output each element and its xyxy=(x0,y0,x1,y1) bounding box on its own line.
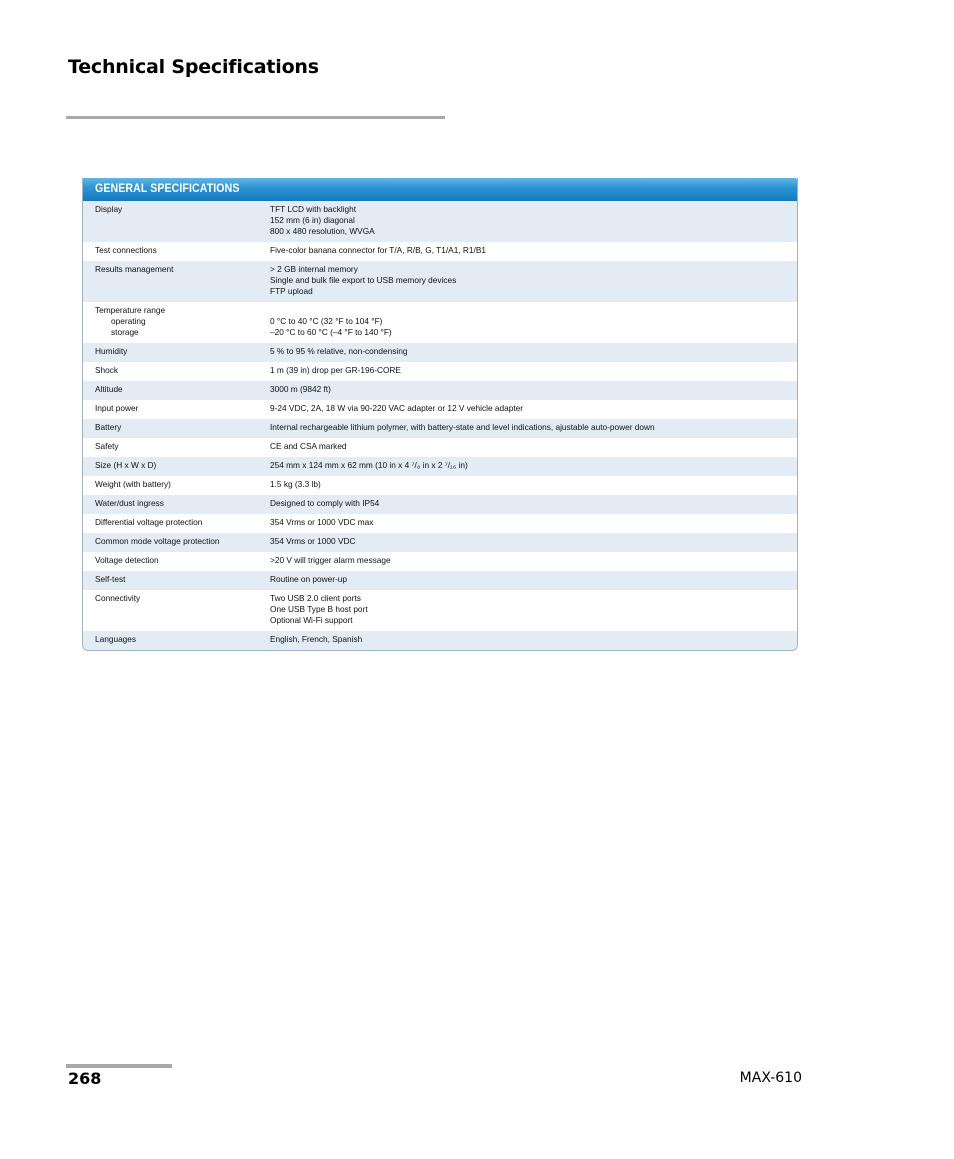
spec-name-cell xyxy=(83,533,270,552)
spec-value-cell xyxy=(270,419,797,438)
spec-value: Five-color banana connector for T/A, R/B, G, T1/A1, R1/B1 xyxy=(270,245,486,255)
spec-name-cell xyxy=(83,631,270,650)
spec-name: operating xyxy=(111,316,146,326)
spec-name-cell xyxy=(83,400,270,419)
spec-value-cell xyxy=(270,631,797,650)
spec-name-cell xyxy=(83,590,270,631)
table-row xyxy=(83,631,797,650)
spec-name: Altitude xyxy=(95,384,123,394)
table-header-bar xyxy=(83,178,797,201)
spec-value: Designed to comply with IP54 xyxy=(270,498,380,508)
spec-value xyxy=(270,305,789,316)
spec-name: Shock xyxy=(95,365,119,375)
table-row xyxy=(83,419,797,438)
page-number: 268 xyxy=(68,1069,102,1088)
spec-name: Results management xyxy=(95,264,174,274)
spec-value-cell xyxy=(270,495,797,514)
spec-name: Voltage detection xyxy=(95,555,159,565)
spec-name-cell xyxy=(83,261,270,302)
spec-value-cell xyxy=(270,590,797,631)
spec-value-cell xyxy=(270,438,797,457)
spec-value: Optional Wi-Fi support xyxy=(270,615,353,625)
spec-value: 354 Vrms or 1000 VDC max xyxy=(270,517,374,527)
spec-value: >20 V will trigger alarm message xyxy=(270,555,391,565)
spec-value: Internal rechargeable lithium polymer, with battery-state and level indications, ajustable auto-power down xyxy=(270,422,655,432)
table-row xyxy=(83,438,797,457)
spec-name: Input power xyxy=(95,403,139,413)
spec-value: 9-24 VDC, 2A, 18 W via 90-220 VAC adapter or 12 V vehicle adapter xyxy=(270,403,524,413)
spec-value: English, French, Spanish xyxy=(270,634,363,644)
table-row xyxy=(83,533,797,552)
spec-value-cell xyxy=(270,261,797,302)
spec-value: 3000 m (9842 ft) xyxy=(270,384,331,394)
spec-name-cell xyxy=(83,552,270,571)
spec-name-cell xyxy=(83,419,270,438)
spec-value: TFT LCD with backlight xyxy=(270,204,357,214)
spec-name: Size (H x W x D) xyxy=(95,460,157,470)
spec-value: 152 mm (6 in) diagonal xyxy=(270,215,355,225)
table-row xyxy=(83,302,797,343)
spec-value: One USB Type B host port xyxy=(270,604,368,614)
spec-name-cell xyxy=(83,302,270,343)
spec-name-cell xyxy=(83,457,270,476)
spec-value-cell xyxy=(270,242,797,261)
spec-value: Single and bulk file export to USB memory devices xyxy=(270,275,457,285)
table-row xyxy=(83,457,797,476)
spec-table xyxy=(83,201,797,650)
spec-name-cell xyxy=(83,242,270,261)
spec-value: > 2 GB internal memory xyxy=(270,264,358,274)
spec-value-cell xyxy=(270,552,797,571)
table-row xyxy=(83,476,797,495)
spec-name: storage xyxy=(111,327,139,337)
spec-name-cell xyxy=(83,381,270,400)
spec-name: Connectivity xyxy=(95,593,141,603)
spec-name: Test connections xyxy=(95,245,157,255)
spec-name: Common mode voltage protection xyxy=(95,536,220,546)
general-specifications-table xyxy=(82,178,798,651)
table-row xyxy=(83,201,797,242)
product-name: MAX-610 xyxy=(739,1070,802,1086)
spec-value-cell xyxy=(270,201,797,242)
spec-name: Self-test xyxy=(95,574,126,584)
spec-value: 5 % to 95 % relative, non-condensing xyxy=(270,346,408,356)
spec-name: Temperature range xyxy=(95,305,166,315)
spec-value-cell xyxy=(270,302,797,343)
spec-name: Languages xyxy=(95,634,137,644)
table-row xyxy=(83,514,797,533)
spec-name: Water/dust ingress xyxy=(95,498,164,508)
spec-value: Two USB 2.0 client ports xyxy=(270,593,361,603)
page-title: Technical Specifications xyxy=(68,56,319,78)
spec-name-cell xyxy=(83,438,270,457)
spec-value: 254 mm x 124 mm x 62 mm (10 in x 4 ⁷/₈ in x 2 ⁷/₁₆ in) xyxy=(270,460,468,470)
table-row xyxy=(83,590,797,631)
spec-value: 0 °C to 40 °C (32 °F to 104 °F) xyxy=(270,316,383,326)
spec-name: Safety xyxy=(95,441,119,451)
table-row xyxy=(83,261,797,302)
title-divider xyxy=(66,116,445,119)
spec-name: Weight (with battery) xyxy=(95,479,171,489)
spec-value-cell xyxy=(270,362,797,381)
spec-value-cell xyxy=(270,400,797,419)
table-row xyxy=(83,495,797,514)
spec-value-cell xyxy=(270,457,797,476)
spec-value-cell xyxy=(270,343,797,362)
spec-name-cell xyxy=(83,514,270,533)
spec-name-cell xyxy=(83,362,270,381)
spec-value: CE and CSA marked xyxy=(270,441,347,451)
table-row xyxy=(83,343,797,362)
spec-value: 1.5 kg (3.3 lb) xyxy=(270,479,321,489)
spec-name-cell xyxy=(83,343,270,362)
spec-value-cell xyxy=(270,514,797,533)
spec-value-cell xyxy=(270,381,797,400)
spec-value: FTP upload xyxy=(270,286,313,296)
spec-name: Display xyxy=(95,204,123,214)
spec-value-cell xyxy=(270,533,797,552)
spec-name: Humidity xyxy=(95,346,128,356)
spec-name-cell xyxy=(83,571,270,590)
table-row xyxy=(83,381,797,400)
spec-value: 354 Vrms or 1000 VDC xyxy=(270,536,356,546)
table-header-label: GENERAL SPECIFICATIONS xyxy=(95,183,240,195)
spec-name-cell xyxy=(83,476,270,495)
spec-value: 1 m (39 in) drop per GR-196-CORE xyxy=(270,365,401,375)
spec-value: 800 x 480 resolution, WVGA xyxy=(270,226,375,236)
spec-value-cell xyxy=(270,571,797,590)
spec-name-cell xyxy=(83,201,270,242)
spec-value: Routine on power-up xyxy=(270,574,348,584)
spec-value-cell xyxy=(270,476,797,495)
footer-divider xyxy=(66,1064,172,1068)
spec-name-cell xyxy=(83,495,270,514)
table-row xyxy=(83,571,797,590)
spec-value: –20 °C to 60 °C (–4 °F to 140 °F) xyxy=(270,327,392,337)
table-row xyxy=(83,400,797,419)
table-row xyxy=(83,242,797,261)
table-row xyxy=(83,362,797,381)
table-row xyxy=(83,552,797,571)
spec-name: Battery xyxy=(95,422,122,432)
spec-name: Differential voltage protection xyxy=(95,517,203,527)
